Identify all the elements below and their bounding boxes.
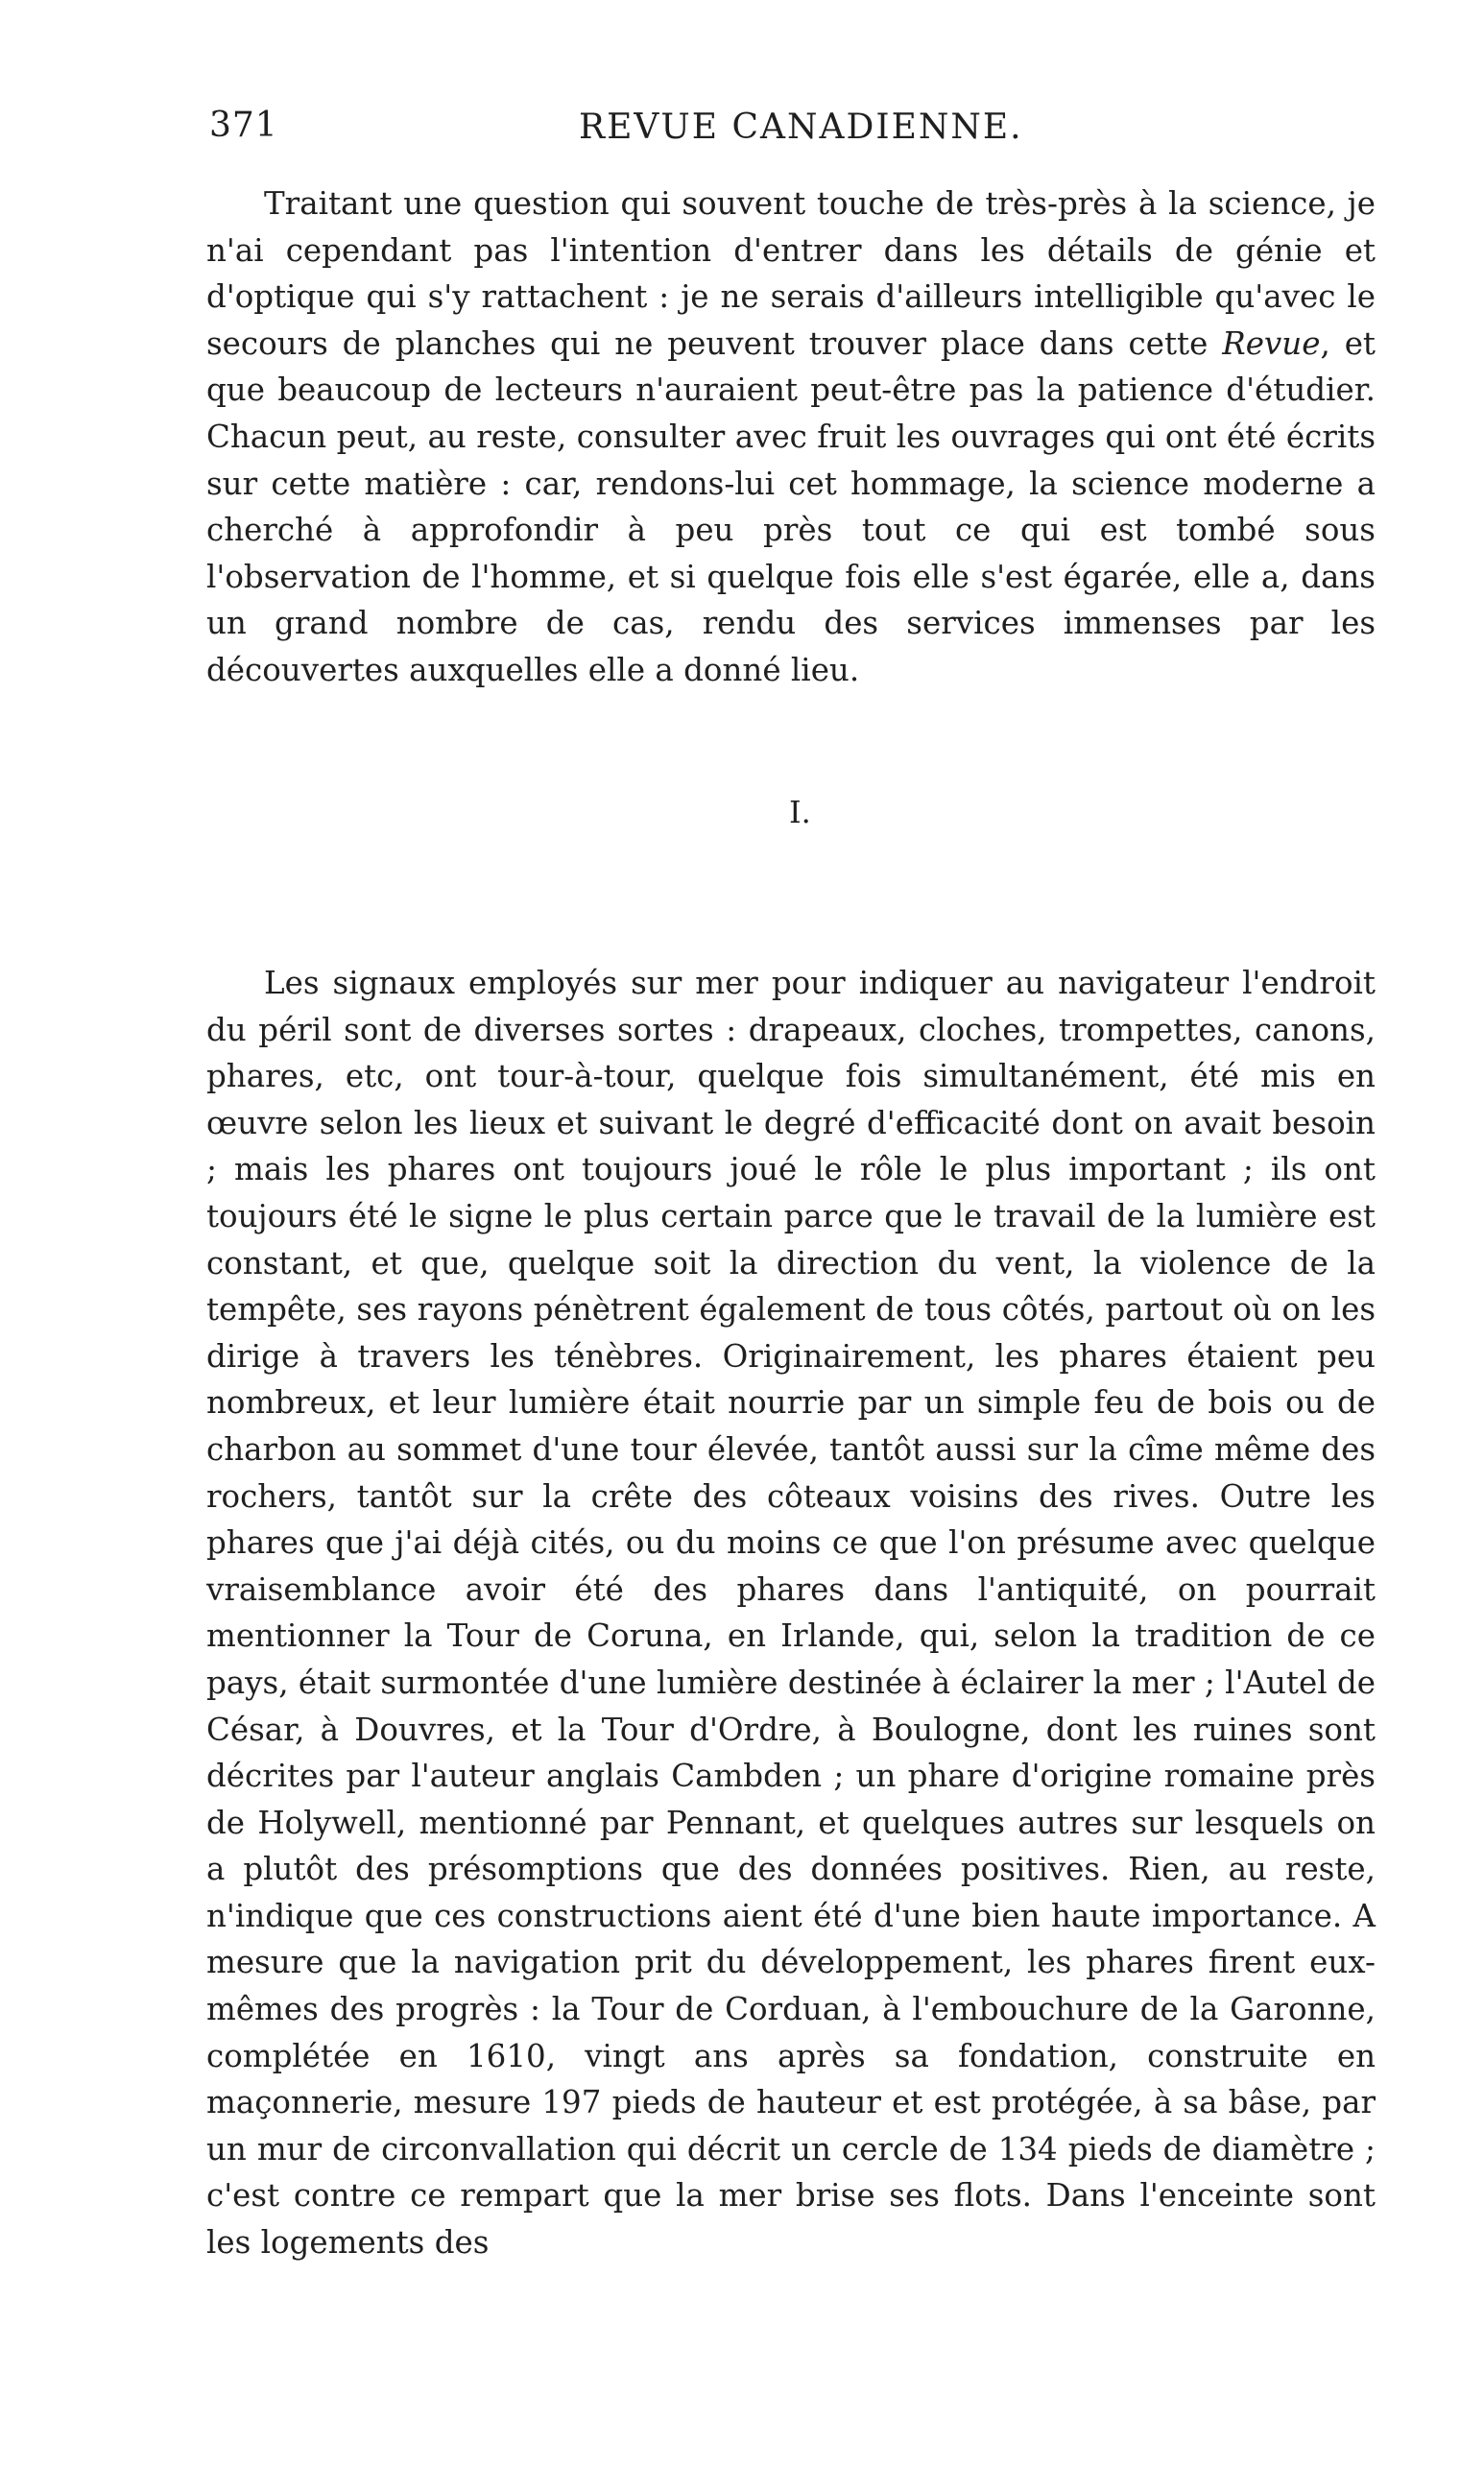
revue-italic: Revue	[1222, 324, 1321, 362]
intro-text-part-1: Traitant une question qui souvent touche de très-près à la science, je n'ai cependant pas l'intention d'entrer dans les détails de génie et d'optique qui s'y rattachent : je ne serais d'ailleurs intelligible qu'avec le secours de planches qui ne peuvent trouver place dans cette	[206, 185, 1376, 362]
page-number: 371	[209, 106, 278, 145]
body-text: Les signaux employés sur mer pour indiquer au navigateur l'endroit du péril sont de diverses sortes : drapeaux, cloches, trompettes, canons, phares, etc, ont tour-à-tour, quelque fois simultanément, été mis en œuvre selon les lieux et suivant le degré d'efficacité dont on avait besoin ; mais les phares ont toujours joué le rôle le plus important ; ils ont toujours été le signe le plus certain parce que le travail de la lumière est constant, et que, quelque soit la direction du vent, la violence de la tempête, ses rayons pénètrent également de tous côtés, partout où on les dirige à travers les ténèbres. Originairement, les phares étaient peu nombreux, et leur lumière était nourrie par un simple feu de bois ou de charbon au sommet d'une tour élevée, tantôt aussi sur la cîme même des rochers, tantôt sur la crête des côteaux voisins des rives. Outre les phares que j'ai déjà cités, ou du moins ce que l'on présume avec quelque vraisemblance avoir été des phares dans l'antiquité, on pourrait mentionner la Tour de Coruna, en Irlande, qui, selon la tradition de ce pays, était surmontée d'une lumière destinée à éclairer la mer ; l'Autel de César, à Douvres, et la Tour d'Ordre, à Boulogne, dont les ruines sont décrites par l'auteur anglais Cambden ; un phare d'origine romaine près de Holywell, mentionné par Pennant, et quelques autres sur lesquels on a plutôt des présomptions que des données positives. Rien, au reste, n'indique que ces constructions aient été d'une bien haute importance. A mesure que la navigation prit du développement, les phares firent eux-mêmes des progrès : la Tour de Corduan, à l'embouchure de la Garonne, complétée en 1610, vingt ans après sa fondation, construite en maçonnerie, mesure 197 pieds de hauteur et est protégée, à sa bâse, par un mur de circonvallation qui décrit un cercle de 134 pieds de diamètre ; c'est contre ce rempart que la mer brise ses flots. Dans l'enceinte sont les logements des	[206, 965, 1376, 2262]
intro-text-part-2: , et que beaucoup de lecteurs n'auraient peut-être pas la patience d'étudier. Chacun peut, au reste, consulter avec fruit les ouvrages qui ont été écrits sur cette matière : car, rendons-lui cet hommage, la science moderne a cherché à approfondir à peu près tout ce qui est tombé sous l'observation de l'homme, et si quelque fois elle s'est égarée, elle a, dans un grand nombre de cas, rendu des services immenses par les découvertes auxquelles elle a donné lieu.	[206, 324, 1376, 688]
page-header	[209, 106, 1380, 163]
section-number: I.	[789, 794, 811, 830]
body-paragraph	[206, 960, 1376, 2266]
intro-text	[206, 180, 1376, 694]
running-head: REVUE CANADIENNE.	[579, 108, 1023, 147]
intro-paragraph	[206, 180, 1376, 694]
